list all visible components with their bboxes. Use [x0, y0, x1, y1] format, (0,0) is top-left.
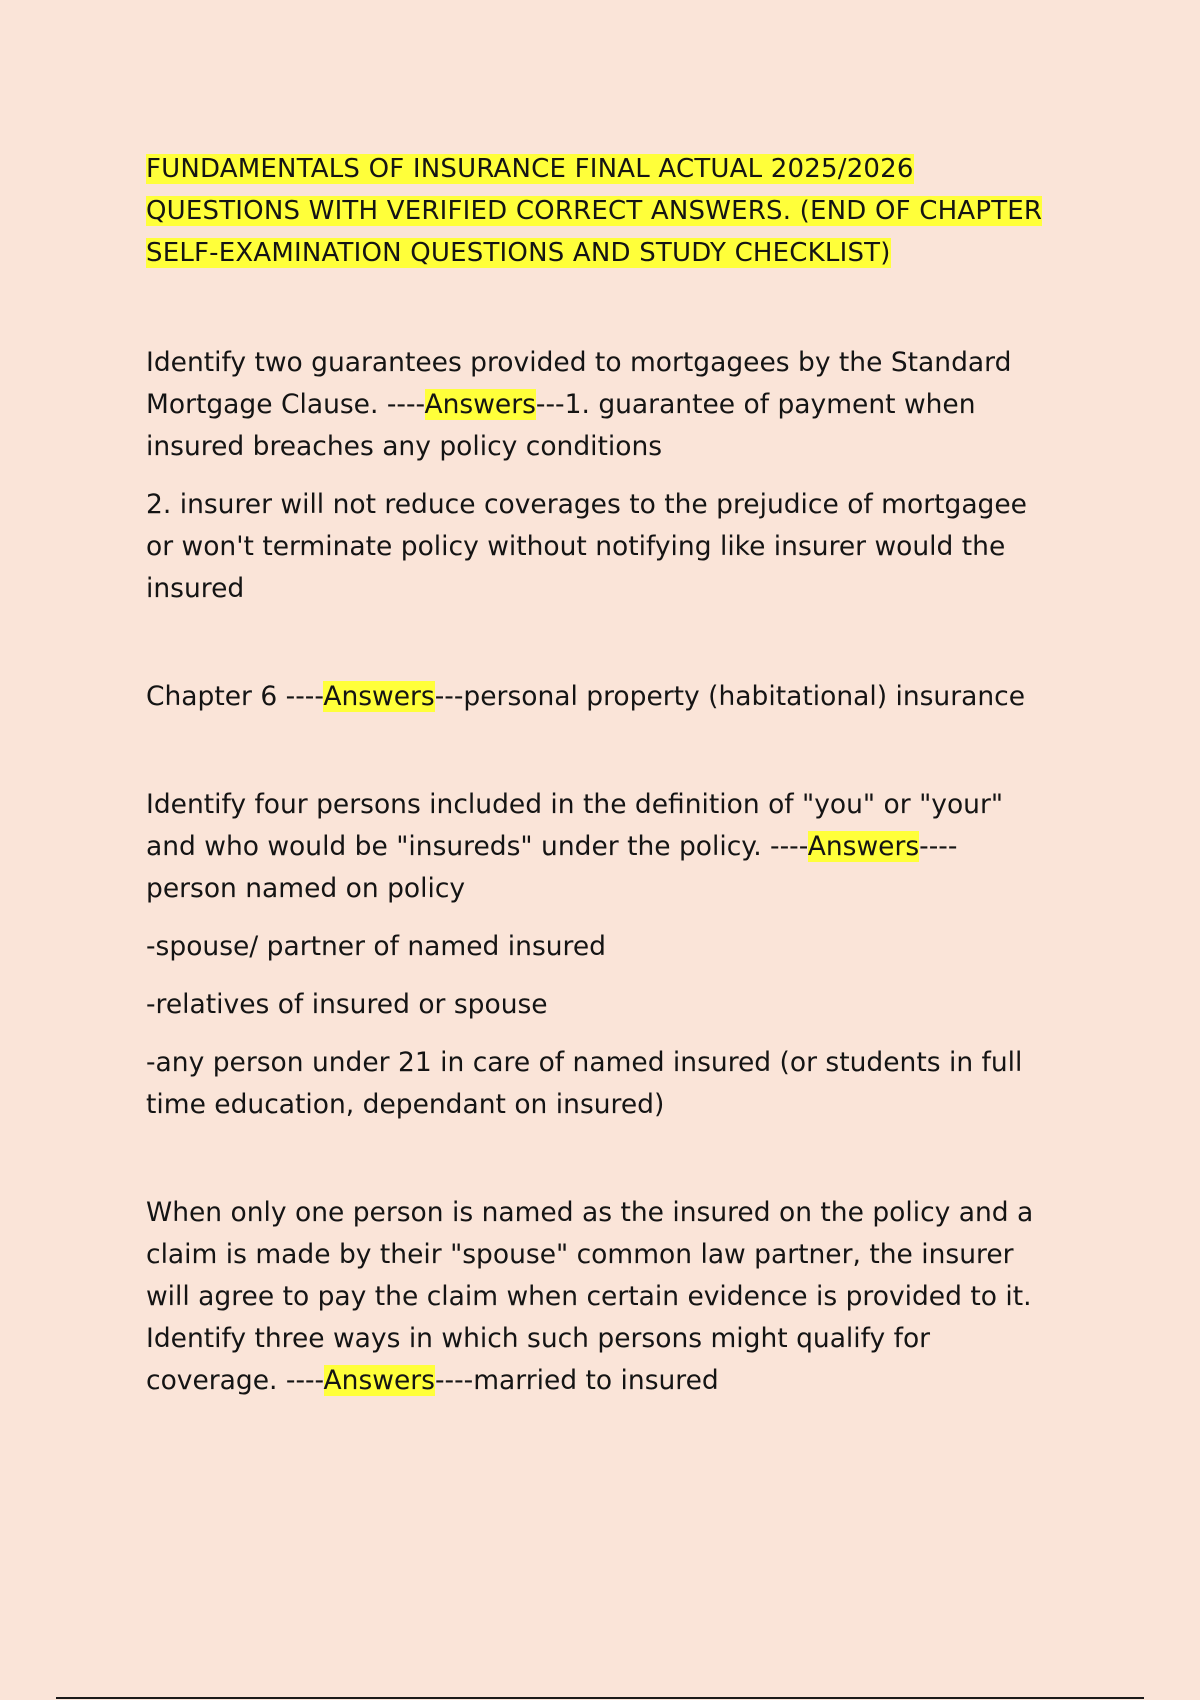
qa-block-insured-persons	[146, 784, 1046, 1126]
answer-text: ----person named on policy	[146, 831, 958, 904]
qa-block-mortgage-clause	[146, 342, 1046, 610]
answer-line: 2. insurer will not reduce coverages to the prejudice of mortgagee or won't terminate policy without notifying like insurer would the insured	[146, 489, 1027, 604]
answer-line: -spouse/ partner of named insured	[146, 931, 606, 962]
qa-paragraph	[146, 784, 1046, 910]
answers-keyword: Answers	[807, 831, 920, 862]
page-bottom-rule	[56, 1697, 1144, 1699]
document-page	[146, 148, 1046, 1402]
question-text: When only one person is named as the insured on the policy and a claim is made by their "spouse" common law partner, the insurer will agree to pay the claim when certain evidence is provided to it. Identify three ways in which such persons might qualify for coverage. ----	[146, 1197, 1034, 1396]
document-title	[146, 148, 1046, 274]
answer-text: ---1. guarantee of payment when insured breaches any policy conditions	[146, 389, 976, 462]
answers-keyword: Answers	[424, 389, 536, 420]
qa-block-chapter-6	[146, 676, 1046, 718]
answers-keyword: Answers	[323, 681, 435, 712]
qa-paragraph	[146, 676, 1046, 718]
answers-keyword: Answers	[323, 1365, 435, 1396]
qa-paragraph	[146, 1192, 1046, 1402]
qa-block-spouse-coverage	[146, 1192, 1046, 1402]
question-text: Identify four persons included in the definition of "you" or "your" and who would be "insureds" under the policy. ----	[146, 789, 1004, 862]
question-text: Chapter 6 ----	[146, 681, 324, 712]
title-highlight: FUNDAMENTALS OF INSURANCE FINAL ACTUAL 2025/2026 QUESTIONS WITH VERIFIED CORRECT ANSWERS. (END OF CHAPTER SELF-EXAMINATION QUESTIONS AND STUDY CHECKLIST)	[146, 154, 1043, 268]
answer-text: ----married to insured	[434, 1365, 719, 1396]
qa-paragraph	[146, 342, 1046, 468]
answer-text: ---personal property (habitational) insurance	[434, 681, 1026, 712]
answer-line: -relatives of insured or spouse	[146, 989, 548, 1020]
question-text: Identify two guarantees provided to mortgagees by the Standard Mortgage Clause. ----	[146, 347, 1012, 420]
answer-line: -any person under 21 in care of named insured (or students in full time education, dependant on insured)	[146, 1047, 1023, 1120]
